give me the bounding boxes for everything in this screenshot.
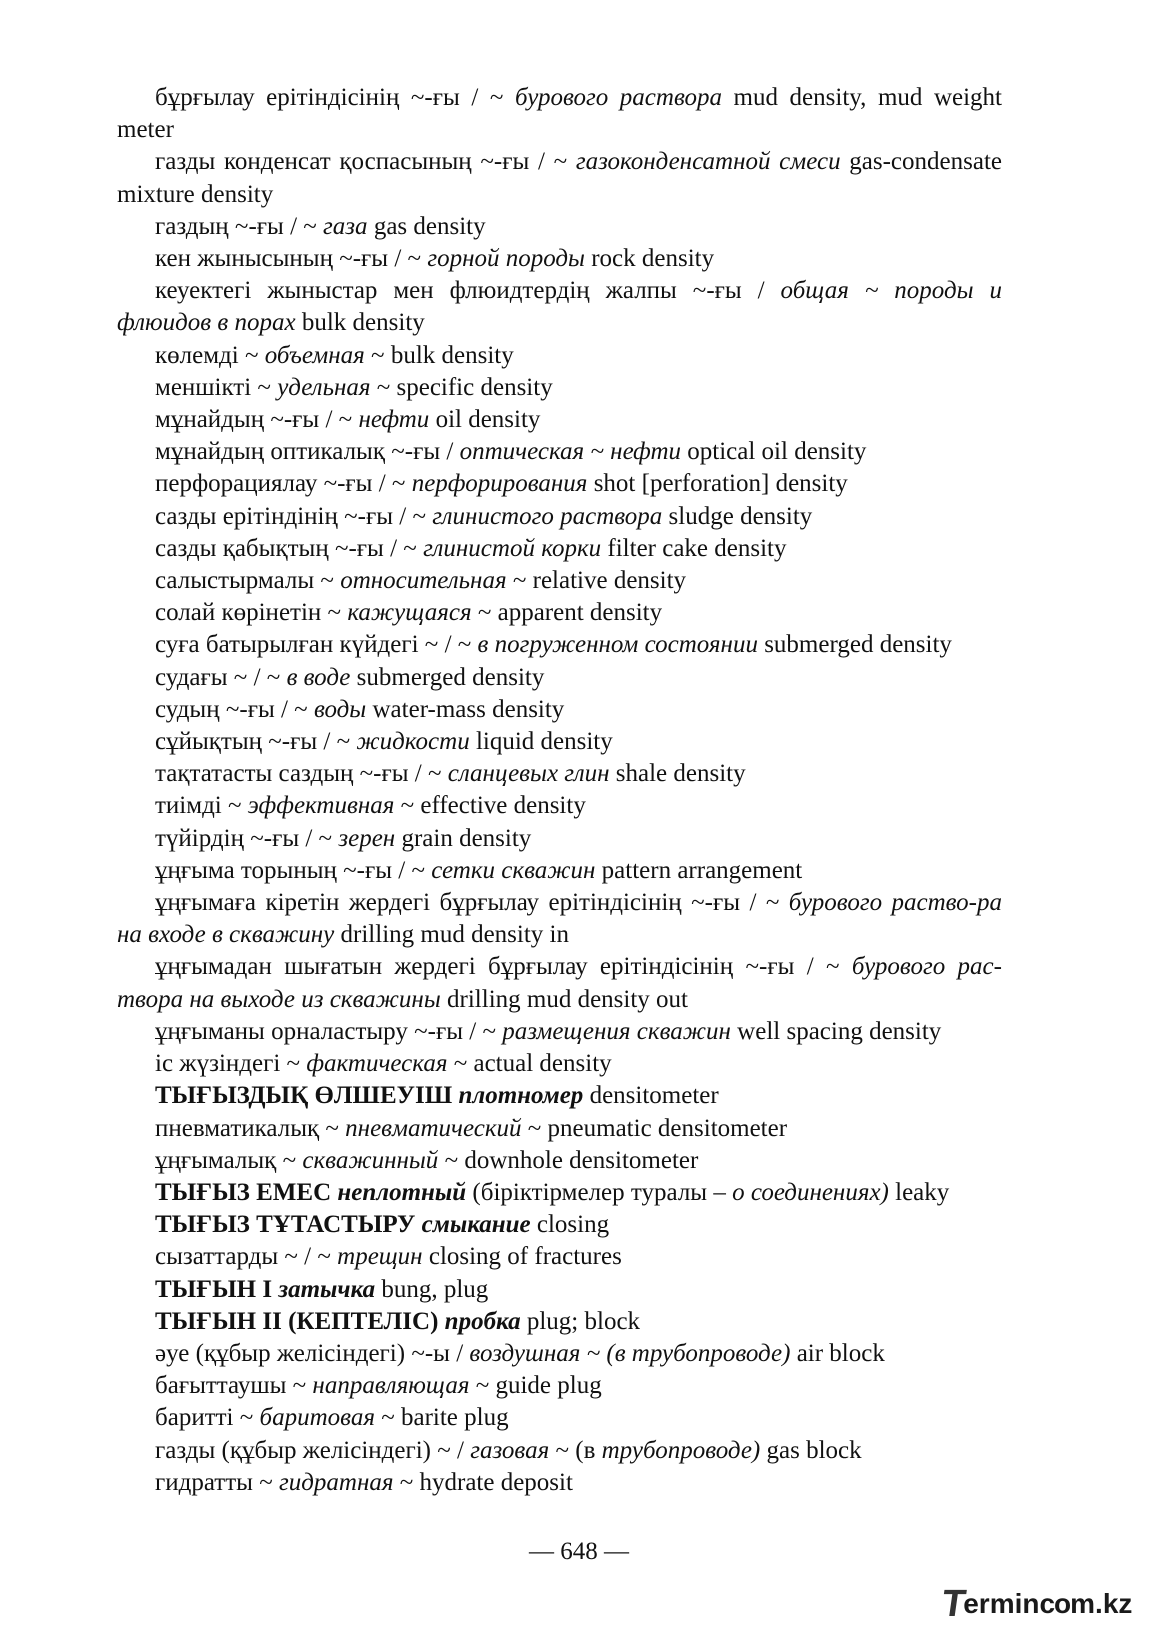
entry-text: ~ actual density [447, 1050, 612, 1078]
entry-text: closing [530, 1211, 610, 1239]
dictionary-entry [117, 1274, 1002, 1306]
dictionary-entry [117, 1241, 1002, 1273]
entry-text: судағы ~ / ~ [155, 663, 287, 691]
entry-text: тиімді ~ [155, 792, 248, 820]
russian-term: газовая [470, 1436, 550, 1464]
entry-text: gas density [367, 212, 486, 240]
headword: ТЫҒЫЗ ЕМЕС [155, 1178, 338, 1206]
entry-text: (біріктірмелер туралы – [466, 1178, 733, 1206]
dictionary-entry [117, 146, 1002, 210]
russian-term: кажущаяся [347, 599, 472, 627]
russian-term: фактическая [306, 1050, 448, 1078]
dictionary-entry [117, 1048, 1002, 1080]
russian-term: бурового рас-твора на выходе из скважины [117, 953, 1002, 1013]
dictionary-entry [117, 1467, 1002, 1499]
russian-term: общая ~ породы и флюидов в порах [117, 277, 1002, 337]
entry-text: oil density [429, 406, 541, 434]
russian-term: в воде [286, 663, 351, 691]
headword: ТЫҒЫЗ ТҰТАСТЫРУ [155, 1211, 422, 1239]
entry-text: ұңғыма торының ~-ғы / ~ [155, 856, 432, 884]
dictionary-entry [117, 1016, 1002, 1048]
russian-term: воды [313, 695, 367, 723]
entry-text: bulk density [295, 309, 425, 337]
russian-term: сетки скважин [431, 856, 596, 884]
dictionary-entry [117, 1306, 1002, 1338]
russian-term: размещения скважин [502, 1017, 731, 1045]
entry-text: ~ apparent density [471, 599, 663, 627]
entry-text: гидратты ~ [155, 1468, 279, 1496]
dictionary-entry [117, 662, 1002, 694]
russian-term: газоконденсатной смеси [575, 148, 841, 176]
watermark-text-mid: erminc [963, 1588, 1056, 1619]
termincom-watermark-logo [939, 1581, 1133, 1627]
dictionary-entry [117, 82, 1002, 146]
dictionary-entry [117, 887, 1002, 951]
entry-text: densitometer [583, 1082, 719, 1110]
entry-text: ~ effective density [394, 792, 586, 820]
headword-russian: пробка [444, 1307, 521, 1335]
russian-term: относительная [340, 567, 507, 595]
dictionary-entry [117, 726, 1002, 758]
russian-term: направляющая [312, 1372, 470, 1400]
entry-text: ~ guide plug [469, 1372, 602, 1400]
entry-text: баритті ~ [155, 1404, 260, 1432]
headword: ТЫҒЫН I [155, 1275, 279, 1303]
dictionary-entry [117, 694, 1002, 726]
entry-text: түйірдің ~-ғы / ~ [155, 824, 339, 852]
dictionary-entry [117, 1080, 1002, 1112]
entry-text: ~ pneumatic densitometer [521, 1114, 788, 1142]
russian-term: нефти [358, 406, 430, 434]
entry-text: submerged density [350, 663, 545, 691]
dictionary-entry [117, 1145, 1002, 1177]
dictionary-entry [117, 855, 1002, 887]
russian-term: о соединениях) [732, 1178, 889, 1206]
entry-text: well spacing density [730, 1017, 942, 1045]
entry-text: сазды ерітіндінің ~-ғы / ~ [155, 502, 433, 530]
entry-text: ұңғымалық ~ [155, 1146, 303, 1174]
russian-term: глинистого раствора [432, 502, 663, 530]
entry-text: bung, plug [375, 1275, 489, 1303]
entry-text: газды конденсат қоспасының ~-ғы / ~ [155, 148, 576, 176]
russian-term: трубопроводе) [601, 1436, 761, 1464]
watermark-letter-o: o [1054, 1588, 1072, 1619]
entry-text: перфорациялау ~-ғы / ~ [155, 470, 412, 498]
dictionary-entry [117, 1338, 1002, 1370]
entry-text: салыстырмалы ~ [155, 567, 341, 595]
dictionary-entry [117, 468, 1002, 500]
dictionary-entry [117, 211, 1002, 243]
watermark-text-end: m.kz [1070, 1588, 1133, 1619]
russian-term: оптическая ~ нефти [459, 438, 682, 466]
entry-text: ~ (в [549, 1436, 602, 1464]
entry-text: газдың ~-ғы / ~ [155, 212, 324, 240]
entry-text: ~ specific density [370, 373, 553, 401]
entry-text: ~ downhole densitometer [438, 1146, 699, 1174]
russian-term: воздушная ~ (в трубопроводе) [469, 1339, 791, 1367]
headword-russian: смыкание [421, 1211, 531, 1239]
dictionary-entry [117, 951, 1002, 1015]
dictionary-entry [117, 823, 1002, 855]
entry-text: sludge density [662, 502, 813, 530]
watermark-letter-t: T [939, 1582, 969, 1625]
entry-text: gas-condensate mixture density [117, 148, 1002, 208]
russian-term: глинистой корки [423, 534, 602, 562]
dictionary-entry [117, 404, 1002, 436]
entry-text: ұңғымадан шығатын жердегі бұрғылау ерітіндісінің ~-ғы / ~ [155, 953, 852, 981]
dictionary-entry [117, 565, 1002, 597]
entry-text: мұнайдың оптикалық ~-ғы / [155, 438, 460, 466]
entry-text: сұйықтың ~-ғы / ~ [155, 728, 357, 756]
entry-text: ұңғымаға кіретін жердегі бұрғылау ерітіндісінің ~-ғы / ~ [155, 889, 789, 917]
dictionary-entry [117, 372, 1002, 404]
dictionary-entry [117, 1370, 1002, 1402]
russian-term: бурового раствора [514, 84, 722, 111]
entry-text: сызаттарды ~ / ~ [155, 1243, 338, 1271]
entry-text: бағыттаушы ~ [155, 1372, 313, 1400]
headword-russian: затычка [278, 1275, 376, 1303]
dictionary-entry [117, 790, 1002, 822]
russian-term: трещин [337, 1243, 423, 1271]
entry-text: суға батырылған күйдегі ~ / ~ [155, 631, 478, 659]
russian-term: эффективная [247, 792, 395, 820]
entry-text: көлемді ~ [155, 341, 265, 369]
russian-term: горной породы [427, 245, 585, 273]
russian-term: скважинный [302, 1146, 439, 1174]
dictionary-entry [117, 533, 1002, 565]
entry-text: ~ barite plug [374, 1404, 509, 1432]
russian-term: баритовая [259, 1404, 375, 1432]
russian-term: газа [323, 212, 368, 240]
russian-term: перфорирования [411, 470, 588, 498]
russian-term: пневматический [345, 1114, 522, 1142]
dictionary-entry [117, 1177, 1002, 1209]
entry-text: optical oil density [681, 438, 867, 466]
russian-term: объемная [264, 341, 365, 369]
entry-text: меншікті ~ [155, 373, 278, 401]
dictionary-entry [117, 436, 1002, 468]
headword-russian: плотномер [458, 1082, 584, 1110]
russian-term: в погруженном состоянии [477, 631, 758, 659]
entry-text: кеуектегі жыныстар мен флюидтердің жалпы ~-ғы / [155, 277, 781, 305]
entry-text: пневматикалық ~ [155, 1114, 346, 1142]
russian-term: гидратная [278, 1468, 394, 1496]
dictionary-entry [117, 340, 1002, 372]
russian-term: удельная [277, 373, 371, 401]
dictionary-entry [117, 1402, 1002, 1434]
entry-text: іс жүзіндегі ~ [155, 1050, 307, 1078]
entry-text: plug; block [520, 1307, 641, 1335]
entry-text: filter cake density [601, 534, 787, 562]
entry-text: ~ bulk density [364, 341, 514, 369]
dictionary-entry [117, 275, 1002, 339]
entry-text: сазды қабықтың ~-ғы / ~ [155, 534, 424, 562]
entry-text: mud density, mud weight meter [117, 84, 1002, 144]
entry-text: liquid density [469, 728, 613, 756]
russian-term: бурового раство-ра на входе в скважину [117, 889, 1002, 949]
entry-text: pattern arrangement [595, 856, 803, 884]
entry-text: ұңғыманы орналастыру ~-ғы / ~ [155, 1017, 503, 1045]
entry-text: grain density [395, 824, 532, 852]
dictionary-entry [117, 1435, 1002, 1467]
headword-russian: неплотный [337, 1178, 467, 1206]
russian-term: зерен [338, 824, 396, 852]
entry-text: drilling mud density in [334, 921, 569, 949]
dictionary-entry [117, 1209, 1002, 1241]
dictionary-entry [117, 1113, 1002, 1145]
entry-text: rock density [584, 245, 715, 273]
entry-text: газды (құбыр желісіндегі) ~ / [155, 1436, 471, 1464]
entry-text: ~ relative density [506, 567, 687, 595]
entry-text: gas block [760, 1436, 862, 1464]
entry-text: тақтатасты саздың ~-ғы / ~ [155, 760, 448, 788]
entry-text: ~ hydrate deposit [393, 1468, 573, 1496]
entry-text: leaky [888, 1178, 950, 1206]
dictionary-entry [117, 758, 1002, 790]
russian-term: сланцевых глин [447, 760, 610, 788]
dictionary-entry [117, 629, 1002, 661]
headword: ТЫҒЫЗДЫҚ ӨЛШЕУІШ [155, 1082, 459, 1110]
headword: ТЫҒЫН II (КЕПТЕЛІС) [155, 1307, 445, 1335]
entry-text: бұрғылау ерітіндісінің ~-ғы / ~ [155, 84, 515, 111]
entry-text: мұнайдың ~-ғы / ~ [155, 406, 359, 434]
entry-text: air block [790, 1339, 885, 1367]
entry-text: closing of fractures [422, 1243, 622, 1271]
entry-text: drilling mud density out [440, 985, 688, 1013]
entry-text: әуе (құбыр желісіндегі) ~-ы / [155, 1339, 470, 1367]
entry-text: кен жынысының ~-ғы / ~ [155, 245, 428, 273]
dictionary-entry [117, 243, 1002, 275]
dictionary-entry [117, 597, 1002, 629]
page-number: — 648 — [529, 1538, 629, 1565]
entry-text: submerged density [757, 631, 952, 659]
entry-text: судың ~-ғы / ~ [155, 695, 314, 723]
dictionary-entries [117, 82, 1002, 1499]
entry-text: shot [perforation] density [587, 470, 848, 498]
entry-text: shale density [609, 760, 746, 788]
entry-text: солай көрінетін ~ [155, 599, 348, 627]
russian-term: жидкости [356, 728, 470, 756]
dictionary-entry [117, 501, 1002, 533]
entry-text: water-mass density [366, 695, 565, 723]
